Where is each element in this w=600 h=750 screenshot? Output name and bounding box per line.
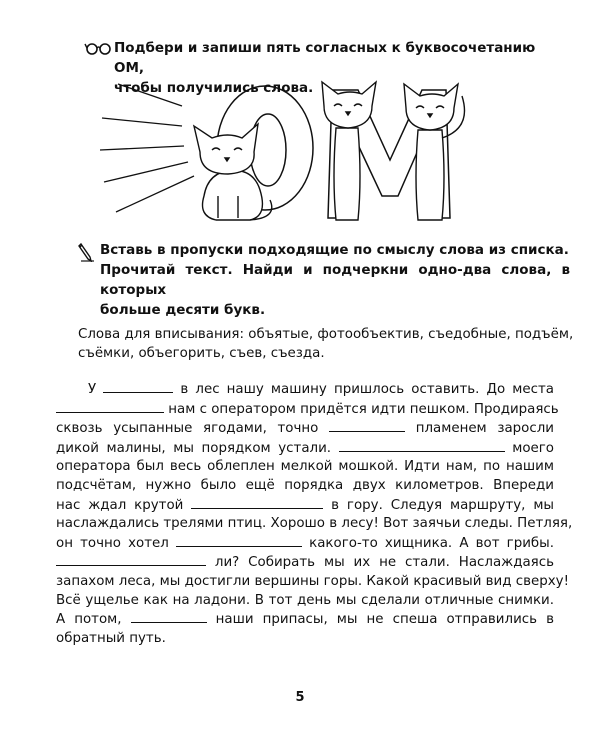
text-fragment: в гору. Следуя маршруту, мы bbox=[331, 497, 554, 513]
task-2-line-1: Вставь в пропуски подходящие по смыслу слова из списка. bbox=[100, 242, 569, 258]
text-fragment: моего bbox=[512, 440, 554, 456]
text-line-14: обратный путь. bbox=[56, 630, 166, 646]
text-line-1 bbox=[56, 380, 554, 400]
text-line-10 bbox=[56, 553, 554, 573]
task-1-line-2: чтобы получились слова. bbox=[114, 80, 314, 96]
text-line-6: подсчётам, нужно было ещё порядка двух километров. Впереди bbox=[56, 477, 554, 493]
blank-3[interactable] bbox=[329, 419, 405, 432]
words-list bbox=[78, 326, 574, 363]
blank-5[interactable] bbox=[191, 496, 323, 509]
cat-tall-right bbox=[404, 84, 465, 220]
exercise-text bbox=[56, 380, 573, 648]
text-fragment: пламенем заросли bbox=[415, 421, 554, 437]
task-2-line-3: больше десяти букв. bbox=[100, 302, 266, 318]
text-line-8: наслаждались трелями птиц. Хорошо в лесу! Вот заячьи следы. Петляя, bbox=[56, 516, 573, 532]
cat-sitting bbox=[194, 124, 272, 220]
text-fragment: в лес нашу машину пришлось оставить. До места bbox=[180, 382, 554, 397]
text-fragment: нам с оператором придётся идти пешком. Продираясь bbox=[168, 401, 559, 417]
blank-1[interactable] bbox=[103, 380, 173, 393]
text-line-13 bbox=[56, 610, 554, 630]
text-line-9 bbox=[56, 534, 554, 554]
text-fragment: дикой малины, мы порядком устали. bbox=[56, 440, 332, 456]
blank-6[interactable] bbox=[176, 534, 302, 547]
task-2-instruction bbox=[80, 240, 570, 320]
text-fragment: нас ждал крутой bbox=[56, 497, 184, 513]
cats-on-letters-illustration bbox=[100, 78, 500, 228]
text-fragment: сквозь усыпанные ягодами, точно bbox=[56, 421, 319, 437]
sun-rays bbox=[100, 84, 194, 212]
task-2-line-2: Прочитай текст. Найди и подчеркни одно-два слова, в которых bbox=[100, 262, 570, 298]
text-line-3 bbox=[56, 419, 554, 439]
text-fragment: наши припасы, мы не спеша отправились в bbox=[215, 612, 554, 628]
text-line-11: запахом леса, мы достигли вершины горы. Какой красивый вид сверху! bbox=[56, 573, 569, 589]
blank-7[interactable] bbox=[56, 553, 206, 566]
task-1-line-1: Подбери и запиши пять согласных к буквосочетанию ОМ, bbox=[114, 40, 536, 76]
blank-2[interactable] bbox=[56, 400, 164, 413]
page-number: 5 bbox=[295, 690, 305, 705]
text-fragment: ли? Собирать мы их не стали. Наслаждаясь bbox=[214, 555, 554, 571]
words-list-line-1: Слова для вписывания: объятые, фотообъектив, съедобные, подъём, bbox=[78, 327, 574, 342]
words-list-line-2: съёмки, объегорить, съев, съезда. bbox=[78, 345, 325, 361]
blank-8[interactable] bbox=[131, 610, 207, 623]
blank-4[interactable] bbox=[339, 439, 505, 452]
text-fragment: какого-то хищника. А вот грибы. bbox=[309, 535, 554, 551]
text-word: У bbox=[88, 382, 97, 397]
text-line-4 bbox=[56, 439, 554, 459]
text-line-2 bbox=[56, 400, 559, 420]
text-line-7 bbox=[56, 496, 554, 516]
text-line-12: Всё ущелье как на ладони. В тот день мы сделали отличные снимки. bbox=[56, 592, 554, 608]
text-fragment: он точно хотел bbox=[56, 535, 169, 551]
text-fragment: А потом, bbox=[56, 612, 122, 628]
text-line-5: оператора был весь облеплен мелкой мошкой. Идти нам, по нашим bbox=[56, 459, 554, 475]
